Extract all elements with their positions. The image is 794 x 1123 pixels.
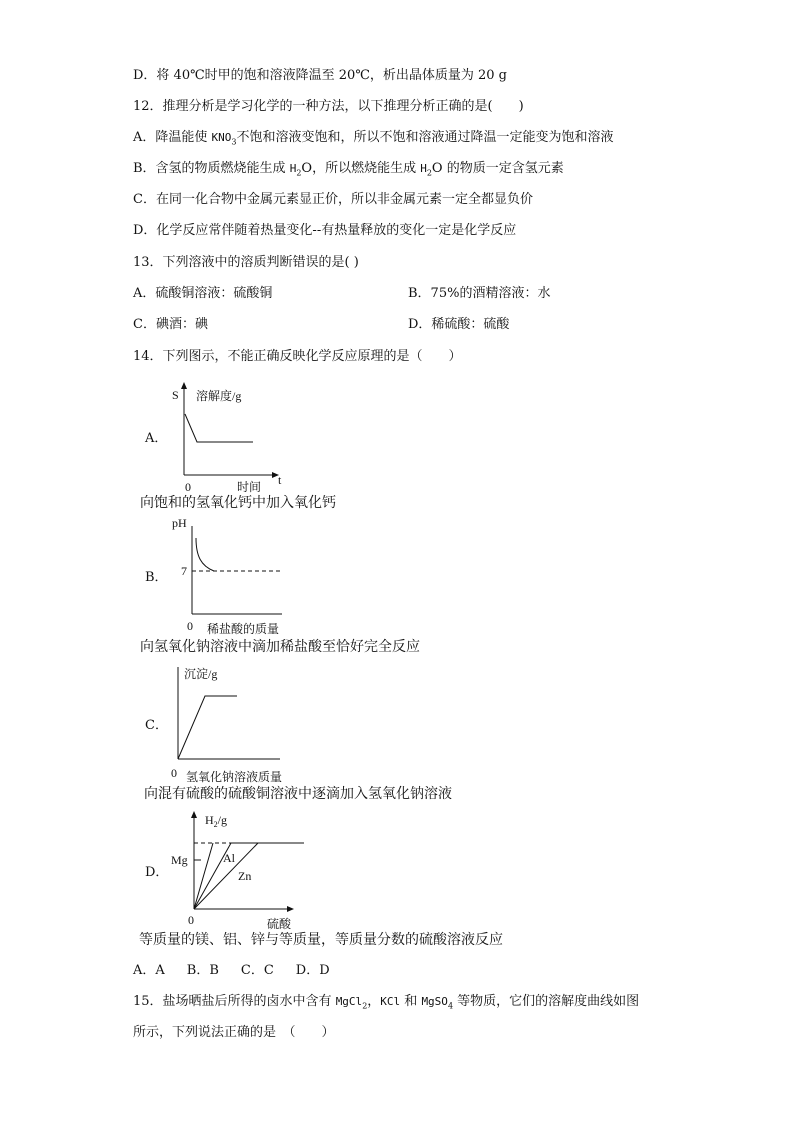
figD-zn-label: Zn	[238, 869, 252, 883]
q12-option-b: B．含氢的物质燃烧能生成 $H_2O$，所以燃烧能生成 $H_2O$ 的物质一定含氢元素	[133, 161, 564, 178]
figB-y-label: pH	[172, 516, 187, 530]
q13-option-a: A．硫酸铜溶液：硫酸铜	[133, 286, 273, 301]
q13-stem: 13．下列溶液中的溶质判断错误的是( )	[133, 255, 359, 270]
q13-option-d: D．稀硫酸：硫酸	[408, 317, 510, 332]
figD-y-arrow	[191, 811, 197, 818]
figB-curve	[196, 538, 214, 571]
figC-curve	[178, 696, 237, 759]
figA-y-arrow	[181, 382, 187, 389]
figC-caption: 向混有硫酸的硫酸铜溶液中逐滴加入氢氧化钠溶液	[144, 786, 452, 802]
q14-answer-d: D．D	[295, 963, 330, 978]
q12-option-d: D．化学反应常伴随着热量变化--有热量释放的变化一定是化学反应	[133, 223, 517, 238]
figA-x-symbol: t	[278, 473, 282, 487]
q12-option-c: C．在同一化合物中金属元素显正价，所以非金属元素一定全都显负价	[133, 192, 533, 207]
q14-answer-b: B．B	[186, 963, 219, 978]
figD-x-label: 硫酸	[267, 917, 292, 931]
figC-letter: C．	[145, 718, 168, 733]
q15-line2: 所示，下列说法正确的是 （ ）	[133, 1025, 335, 1040]
q11-option-d: D．将 40℃时甲的饱和溶液降温至 20℃，析出晶体质量为 20 g	[133, 68, 507, 83]
q14-answer-c: C．C	[240, 963, 274, 978]
q14-answers	[133, 962, 352, 980]
figB-x-label: 稀盐酸的质量	[207, 622, 280, 636]
figB-letter: B．	[145, 570, 168, 585]
figD-letter: D．	[145, 865, 169, 880]
figC-x-label: 氢氧化钠溶液质量	[186, 770, 283, 784]
figA-chart	[165, 380, 305, 495]
q12-stem: 12．推理分析是学习化学的一种方法，以下推理分析正确的是( )	[133, 99, 524, 114]
q14-answer-a: A．A	[133, 963, 165, 978]
figA-origin: 0	[185, 480, 191, 494]
q14-stem: 14．下列图示，不能正确反映化学反应原理的是（ ）	[133, 349, 462, 364]
figC-chart	[165, 662, 315, 784]
figA-y-unit: 溶解度/g	[196, 389, 242, 403]
figD-caption: 等质量的镁、铝、锌与等质量，等质量分数的硫酸溶液反应	[139, 932, 503, 948]
figA-letter: A．	[145, 431, 168, 446]
figD-al-label: Al	[223, 851, 235, 865]
figB-chart	[165, 516, 305, 636]
figD-y-label: $H_2/g$	[205, 813, 228, 829]
figC-origin: 0	[171, 766, 177, 780]
figD-x-arrow	[287, 906, 294, 912]
figD-origin: 0	[188, 913, 194, 927]
figD-chart	[165, 808, 315, 930]
figB-ref-label: 7	[181, 564, 187, 578]
figB-caption: 向氢氧化钠溶液中滴加稀盐酸至恰好完全反应	[140, 639, 420, 655]
figC-y-label: 沉淀/g	[184, 667, 218, 681]
figA-x-label: 时间	[237, 480, 262, 494]
figA-curve	[185, 414, 253, 442]
q13-option-c: C．碘酒：碘	[133, 317, 208, 332]
q15-line1: 15．盐场晒盐后所得的卤水中含有 MgCl$_2$，KCl 和 MgSO$_4$ 等物质，它们的溶解度曲线如图	[133, 994, 640, 1011]
q12-option-a: A．降温能使 $KNO_3$不饱和溶液变饱和，所以不饱和溶液通过降温一定能变为饱和溶液	[133, 130, 614, 147]
figB-origin: 0	[187, 619, 193, 633]
figD-mg-label: Mg	[171, 853, 188, 867]
figA-caption: 向饱和的氢氧化钙中加入氧化钙	[140, 495, 336, 511]
figA-y-symbol: S	[172, 388, 179, 402]
q13-option-b: B．75%的酒精溶液：水	[408, 286, 551, 301]
